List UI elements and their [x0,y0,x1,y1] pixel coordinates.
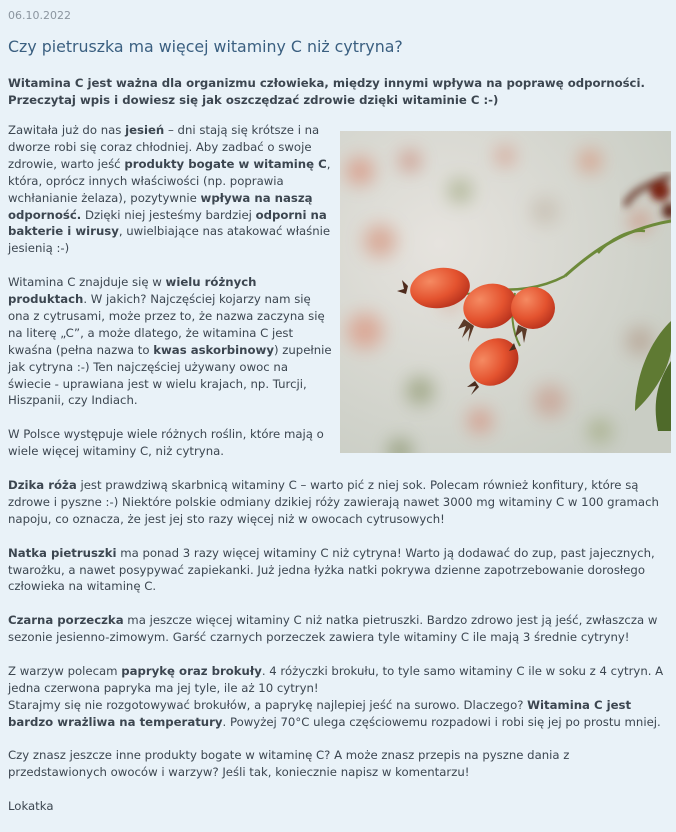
paragraph-blackcurrant [8,612,671,646]
text-span: jest prawdziwą skarbnicą witaminy C – warto pić z niej sok. Polecam również konfitury, które są zdrowe i pyszne :-) Niektóre polskie odmiany dzikiej róży zawierają nawet 3000 mg witaminy C w 100 gramach napoju, co oznacza, że jest jej sto razy więcej niż w owocach cytrusowych! [8,477,659,526]
bold-span: wpływa na naszą odporność. [8,190,313,222]
text-span: . W jakich? Najczęściej kojarzy nam się ona z cytrusami, może przez to, że nazwa zaczyna się na literę „C”, a może dlatego, że witamina C jest kwaśna (pełna nazwa to [8,292,325,357]
bold-span: jesień [125,123,165,137]
signature: Lokatka [8,799,54,814]
text-span: , która, oprócz innych właściwości (np. poprawia wchłanianie żelaza), pozytywnie [8,156,331,205]
text-span: Z warzyw polecam [8,663,122,678]
bold-span: odporni na bakterie i wirusy [8,207,327,239]
article-title: Czy pietruszka ma więcej witaminy C niż cytryna? [8,37,403,56]
text-span: ma ponad 3 razy więcej witaminy C niż cytryna! Warto ją dodawać do zup, past jajecznych, twarożku, a nawet posypywać zapiekanki. Już jedna łyżka natki pokrywa dzienne zapotrzebowanie dorosłego człowieka na witaminę C. [8,545,655,594]
bold-span: Dzika róża [8,477,77,492]
text-span: , uwielbiające nas atakować właśnie jesienią :-) [8,224,331,256]
image-float-spacer [333,122,671,461]
bold-span: Witamina C jest bardzo wrażliwa na temperatury [8,697,632,729]
bold-span: produkty bogate w witaminę C [124,156,327,171]
paragraph-question: Czy znasz jeszcze inne produkty bogate w witaminę C? A może znasz przepis na pyszne dania z przedstawionych owoców i warzyw? Jeśli tak, koniecznie napisz w komentarzu! [8,748,570,780]
text-span: Starajmy się nie rozgotowywać brokułów, a paprykę najlepiej jeść na surowo. Dlaczego? [8,697,528,712]
text-span: – dni stają się krótsze i na dworze robi się coraz chłodniej. Aby zadbać o swoje zdrowie, warto jeść [8,123,320,171]
text-span: ma jeszcze więcej witaminy C niż natka pietruszki. Bardzo zdrowo jest ją jeść, zwłaszcza w sezonie jesienno-zimowym. Garść czarnych porzeczek zawiera tyle witaminy C ile mają 3 średnie cytryny! [8,613,658,645]
bold-span: Natka pietruszki [8,545,117,560]
rosehip-wrapped-text [8,478,659,526]
post-date: 06.10.2022 [8,9,71,22]
text-span: Dzięki niej jesteśmy bardziej [81,207,256,222]
bold-span: kwas askorbinowy [153,342,274,357]
bold-span: wielu różnych produktach [8,275,257,307]
paragraph-poland: W Polsce występuje wiele różnych roślin, które mają o wiele więcej witaminy C, niż cytryna. [8,427,324,459]
bold-span: paprykę oraz brokuły [121,663,262,678]
text-span: . Powyżej 70°C ulega częściowemu rozpadowi i robi się jej po prostu mniej. [222,714,661,729]
paragraph-rosehip [8,477,671,528]
paragraph-vegetables [8,663,671,731]
paragraph-parsley [8,545,671,596]
article-lead: Witamina C jest ważna dla organizmu człowieka, między innymi wpływa na poprawę odporności. Przeczytaj wpis i dowiesz się jak oszczędzać zdrowie dzięki witaminie C :-) [8,76,645,107]
text-span: ) zupełnie jak cytryna :-) Ten najczęściej używany owoc na świecie - uprawiana jest w wielu krajach, np. Turcji, Hiszpanii, czy Indiach. [8,342,332,408]
text-span: Witamina C znajduje się w [8,275,166,290]
text-span: . 4 różyczki brokułu, to tyle samo witaminy C ile w soku z 4 cytryn. A jedna czerwona papryka ma jej tyle, ile aż 10 cytryn! [8,663,664,695]
text-span: Zawitała już do nas [8,123,126,137]
bold-span: Czarna porzeczka [8,613,124,628]
article-body [8,122,671,832]
